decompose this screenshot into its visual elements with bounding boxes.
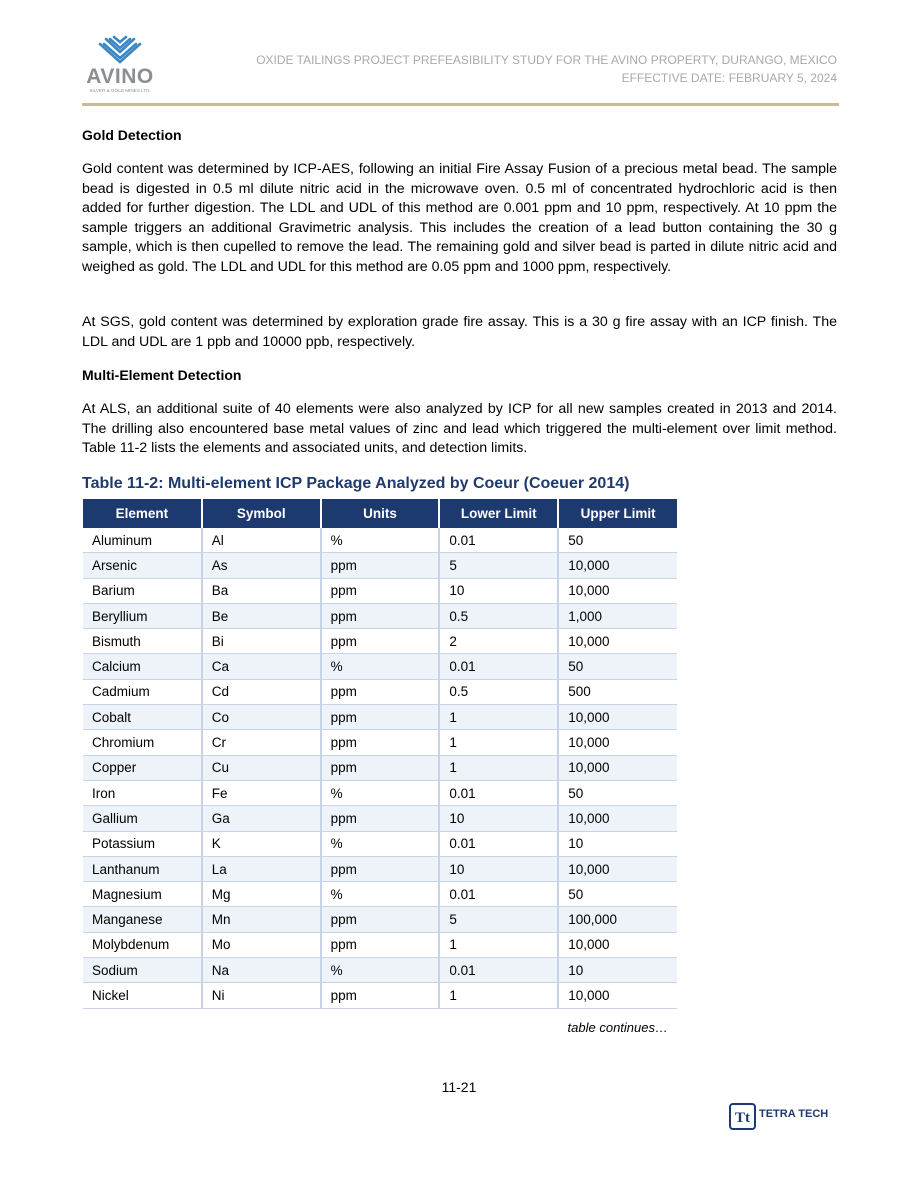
column-header-element: Element: [83, 499, 202, 528]
column-header-units: Units: [321, 499, 440, 528]
cell-units: ppm: [321, 806, 440, 831]
avino-emblem-icon: [84, 36, 156, 68]
cell-lower-limit: 0.01: [439, 831, 558, 856]
cell-upper-limit: 50: [558, 780, 677, 805]
cell-upper-limit: 100,000: [558, 907, 677, 932]
cell-units: ppm: [321, 705, 440, 730]
table-row: [83, 679, 677, 704]
cell-units: ppm: [321, 932, 440, 957]
table-row: [83, 528, 677, 553]
report-title: OXIDE TAILINGS PROJECT PREFEASIBILITY STUDY FOR THE AVINO PROPERTY, DURANGO, MEXICO: [256, 53, 837, 67]
logo-subtitle: SILVER & GOLD MINES LTD.: [89, 88, 151, 93]
column-header-upper-limit: Upper Limit: [558, 499, 677, 528]
tetra-tech-logo-icon: [729, 1103, 756, 1130]
cell-lower-limit: 0.01: [439, 654, 558, 679]
cell-symbol: Ni: [202, 983, 321, 1008]
cell-element: Sodium: [83, 958, 202, 983]
table-row: [83, 654, 677, 679]
cell-symbol: Ca: [202, 654, 321, 679]
cell-upper-limit: 10,000: [558, 806, 677, 831]
cell-element: Cobalt: [83, 705, 202, 730]
header-rule: [82, 103, 839, 106]
table-row: [83, 578, 677, 603]
cell-units: ppm: [321, 603, 440, 628]
cell-upper-limit: 500: [558, 679, 677, 704]
cell-lower-limit: 1: [439, 730, 558, 755]
cell-symbol: Mg: [202, 882, 321, 907]
cell-symbol: Be: [202, 603, 321, 628]
cell-lower-limit: 1: [439, 983, 558, 1008]
cell-element: Beryllium: [83, 603, 202, 628]
multi-element-heading: Multi-Element Detection: [82, 367, 242, 383]
cell-symbol: La: [202, 856, 321, 881]
cell-element: Aluminum: [83, 528, 202, 553]
cell-units: ppm: [321, 730, 440, 755]
cell-element: Manganese: [83, 907, 202, 932]
cell-units: %: [321, 528, 440, 553]
table-row: [83, 603, 677, 628]
cell-lower-limit: 10: [439, 806, 558, 831]
cell-units: ppm: [321, 679, 440, 704]
cell-lower-limit: 0.01: [439, 528, 558, 553]
table-row: [83, 932, 677, 957]
cell-symbol: Ga: [202, 806, 321, 831]
cell-element: Lanthanum: [83, 856, 202, 881]
table-body: [83, 528, 677, 1008]
cell-units: %: [321, 654, 440, 679]
cell-symbol: Mo: [202, 932, 321, 957]
table-continues-note: table continues…: [567, 1020, 668, 1035]
effective-date: EFFECTIVE DATE: FEBRUARY 5, 2024: [621, 71, 837, 85]
table-row: [83, 705, 677, 730]
cell-element: Nickel: [83, 983, 202, 1008]
cell-units: ppm: [321, 755, 440, 780]
cell-upper-limit: 1,000: [558, 603, 677, 628]
cell-symbol: Cu: [202, 755, 321, 780]
avino-logo: [84, 36, 156, 98]
cell-units: %: [321, 780, 440, 805]
table-row: [83, 629, 677, 654]
company-name: TETRA TECH: [759, 1108, 829, 1120]
cell-lower-limit: 5: [439, 553, 558, 578]
table-row: [83, 806, 677, 831]
cell-symbol: Cd: [202, 679, 321, 704]
table-row: [83, 856, 677, 881]
table-header-row: [83, 499, 677, 528]
cell-lower-limit: 1: [439, 705, 558, 730]
cell-element: Magnesium: [83, 882, 202, 907]
cell-upper-limit: 10,000: [558, 932, 677, 957]
table-caption: Table 11-2: Multi-element ICP Package Analyzed by Coeur (Coeuer 2014): [82, 475, 630, 492]
cell-upper-limit: 10,000: [558, 553, 677, 578]
cell-element: Barium: [83, 578, 202, 603]
cell-element: Calcium: [83, 654, 202, 679]
cell-element: Potassium: [83, 831, 202, 856]
cell-lower-limit: 0.5: [439, 679, 558, 704]
table-row: [83, 755, 677, 780]
cell-lower-limit: 0.01: [439, 882, 558, 907]
cell-element: Gallium: [83, 806, 202, 831]
cell-units: ppm: [321, 856, 440, 881]
cell-element: Cadmium: [83, 679, 202, 704]
cell-lower-limit: 0.5: [439, 603, 558, 628]
tetra-tech-logo-text: Tt: [735, 1110, 750, 1126]
cell-lower-limit: 1: [439, 932, 558, 957]
cell-units: ppm: [321, 553, 440, 578]
gold-detection-heading: Gold Detection: [82, 127, 182, 143]
cell-element: Chromium: [83, 730, 202, 755]
cell-upper-limit: 10,000: [558, 629, 677, 654]
table-row: [83, 907, 677, 932]
cell-lower-limit: 10: [439, 578, 558, 603]
table-row: [83, 983, 677, 1008]
table-row: [83, 958, 677, 983]
cell-symbol: K: [202, 831, 321, 856]
cell-element: Iron: [83, 780, 202, 805]
column-header-symbol: Symbol: [202, 499, 321, 528]
table-row: [83, 780, 677, 805]
cell-units: ppm: [321, 983, 440, 1008]
gold-paragraph-1: Gold content was determined by ICP-AES, following an initial Fire Assay Fusion of a precious metal bead. The sample bead is digested in 0.5 ml dilute nitric acid in the microwave oven. 0.5 ml of concentrated hydrochloric acid is then added for further digestion. The LDL and UDL of this method are 0.001 ppm and 10 ppm, respectively. At 10 ppm the sample triggers an additional Gravimetric analysis. This includes the creation of a lead button containing the 30 g sample, which is then cupelled to remove the lead. The remaining gold and silver bead is parted in dilute nitric acid and weighed as gold. The LDL and UDL for this method are 0.05 ppm and 1000 ppm, respectively.: [82, 161, 837, 275]
cell-symbol: As: [202, 553, 321, 578]
cell-symbol: Na: [202, 958, 321, 983]
cell-upper-limit: 10,000: [558, 705, 677, 730]
cell-upper-limit: 10,000: [558, 578, 677, 603]
cell-units: %: [321, 882, 440, 907]
cell-lower-limit: 1: [439, 755, 558, 780]
table-row: [83, 831, 677, 856]
cell-units: ppm: [321, 629, 440, 654]
cell-lower-limit: 0.01: [439, 780, 558, 805]
cell-lower-limit: 2: [439, 629, 558, 654]
cell-lower-limit: 10: [439, 856, 558, 881]
cell-upper-limit: 10,000: [558, 755, 677, 780]
page-number: 11-21: [441, 1079, 477, 1095]
cell-lower-limit: 5: [439, 907, 558, 932]
cell-element: Molybdenum: [83, 932, 202, 957]
icp-element-table: [83, 499, 677, 1009]
cell-element: Copper: [83, 755, 202, 780]
cell-upper-limit: 50: [558, 882, 677, 907]
column-header-lower-limit: Lower Limit: [439, 499, 558, 528]
multi-element-paragraph: At ALS, an additional suite of 40 elements were also analyzed by ICP for all new samples created in 2013 and 2014. The drilling also encountered base metal values of zinc and lead which triggered the multi-element over limit method. Table 11-2 lists the elements and associated units, and detection limits.: [82, 401, 837, 457]
cell-units: %: [321, 831, 440, 856]
cell-upper-limit: 50: [558, 654, 677, 679]
cell-symbol: Al: [202, 528, 321, 553]
cell-lower-limit: 0.01: [439, 958, 558, 983]
cell-upper-limit: 10,000: [558, 856, 677, 881]
gold-paragraph-2: At SGS, gold content was determined by exploration grade fire assay. This is a 30 g fire assay with an ICP finish. The LDL and UDL are 1 ppb and 10000 ppb, respectively.: [82, 314, 837, 350]
cell-units: ppm: [321, 907, 440, 932]
table-row: [83, 882, 677, 907]
logo-word: AVINO: [86, 65, 154, 88]
cell-upper-limit: 10: [558, 958, 677, 983]
cell-symbol: Fe: [202, 780, 321, 805]
cell-symbol: Co: [202, 705, 321, 730]
table-row: [83, 730, 677, 755]
cell-upper-limit: 10,000: [558, 983, 677, 1008]
cell-symbol: Bi: [202, 629, 321, 654]
cell-units: %: [321, 958, 440, 983]
table-row: [83, 553, 677, 578]
cell-upper-limit: 10,000: [558, 730, 677, 755]
cell-units: ppm: [321, 578, 440, 603]
cell-element: Bismuth: [83, 629, 202, 654]
cell-upper-limit: 50: [558, 528, 677, 553]
cell-element: Arsenic: [83, 553, 202, 578]
cell-symbol: Ba: [202, 578, 321, 603]
cell-symbol: Cr: [202, 730, 321, 755]
cell-upper-limit: 10: [558, 831, 677, 856]
cell-symbol: Mn: [202, 907, 321, 932]
